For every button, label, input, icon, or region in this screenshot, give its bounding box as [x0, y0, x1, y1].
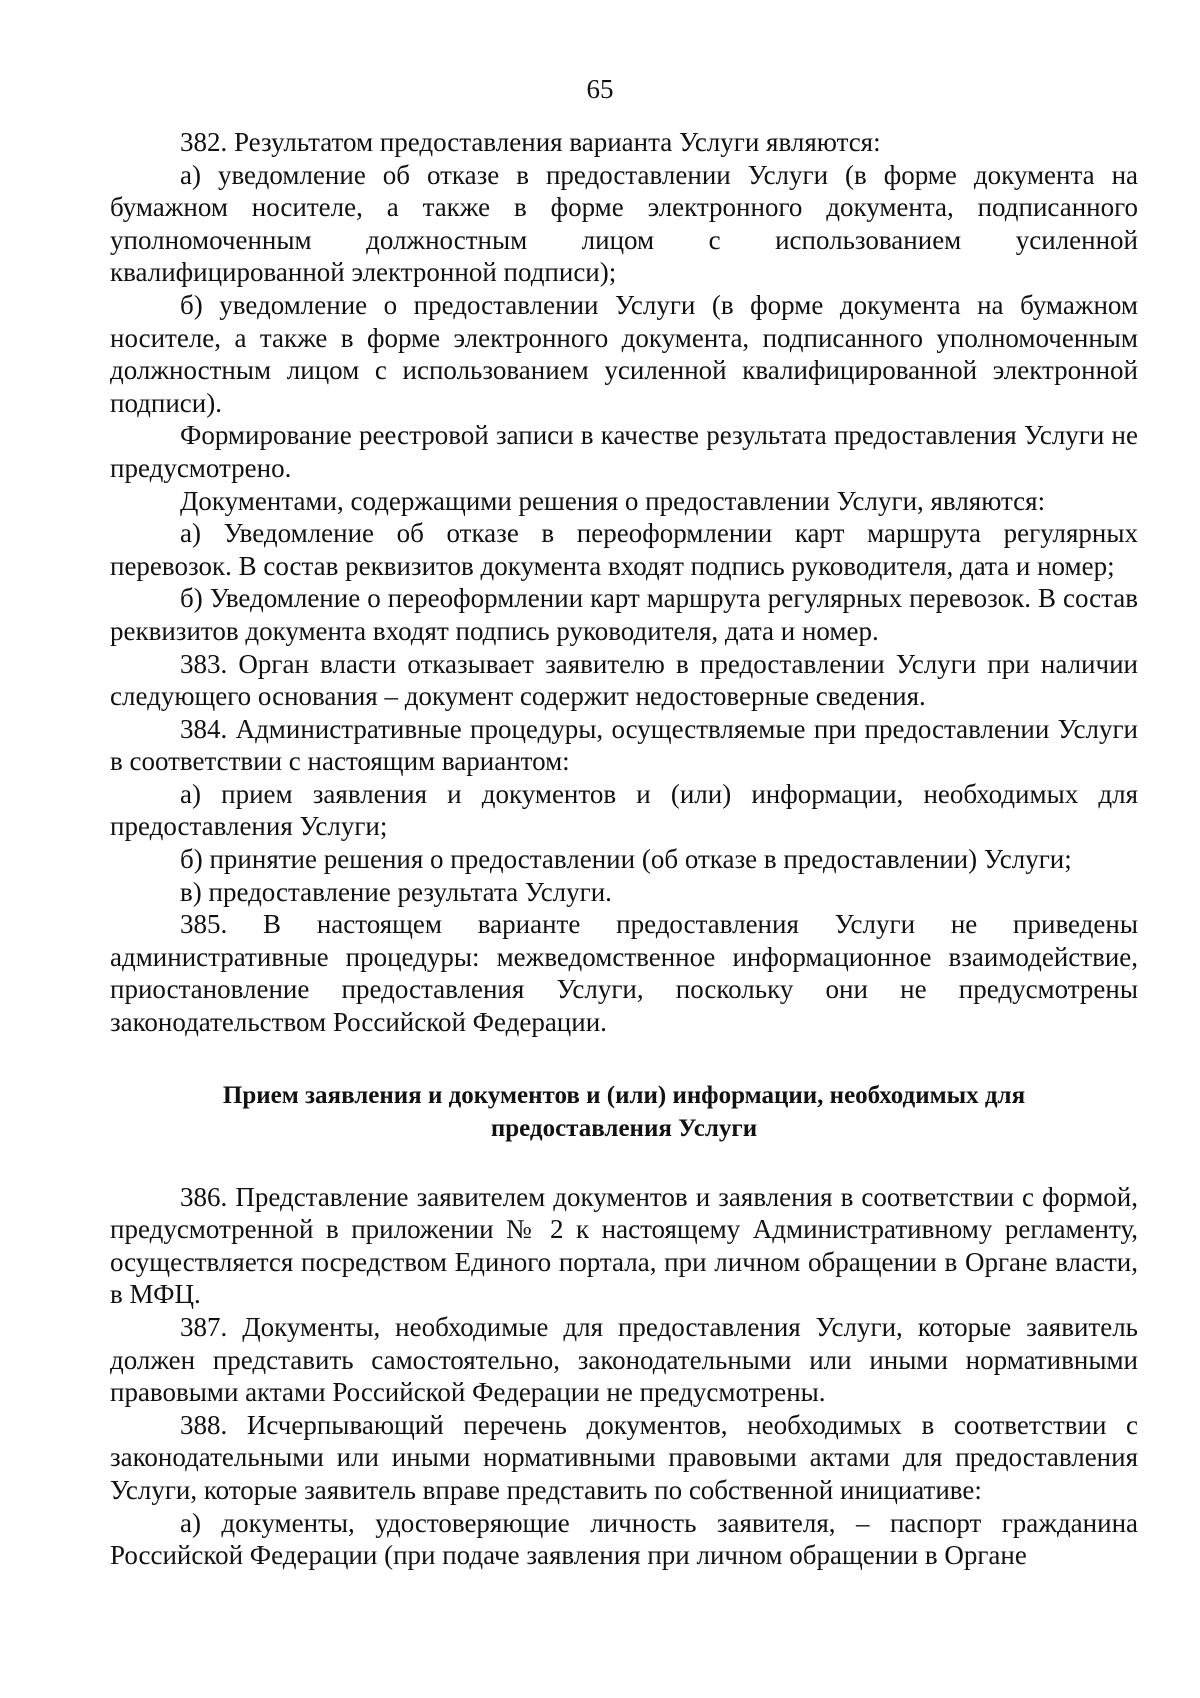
paragraph-382: 382. Результатом предоставления варианта Услуги являются:	[180, 127, 881, 157]
paragraph-decision-documents: Документами, содержащими решения о предоставлении Услуги, являются:	[180, 485, 1046, 516]
paragraph-384-b: б) принятие решения о предоставлении (об отказе в предоставлении) Услуги;	[180, 844, 1072, 875]
paragraph-384: 384. Административные процедуры, осуществляемые при предоставлении Услуги в соответствии с настоящим вариантом:	[110, 713, 1138, 777]
paragraph-387: 387. Документы, необходимые для предоставления Услуги, которые заявитель должен представить самостоятельно, законодательными или иными нормативными правовыми актами Российской Федерации не предусмотрены.	[110, 1312, 1138, 1408]
section-heading: Прием заявления и документов и (или) информации, необходимых для предоставления Услуги	[222, 1081, 1026, 1142]
paragraph-registry-record: Формирование реестровой записи в качестве результата предоставления Услуги не предусмотрено.	[110, 420, 1138, 483]
paragraph-386: 386. Представление заявителем документов и заявления в соответствии с формой, предусмотренной в приложении № 2 к настоящему Административному регламенту, осуществляется посредством Единого портала, при личном обращении в Органе власти, в МФЦ.	[110, 1181, 1138, 1310]
document-body	[110, 126, 1138, 1572]
paragraph-decision-a: а) Уведомление об отказе в переоформлении карт маршрута регулярных перевозок. В состав реквизитов документа входят подпись руководителя, дата и номер;	[110, 518, 1138, 581]
paragraph-decision-b: б) Уведомление о переоформлении карт маршрута регулярных перевозок. В состав реквизитов документа входят подпись руководителя, дата и номер.	[110, 583, 1138, 646]
paragraph-388: 388. Исчерпывающий перечень документов, необходимых в соответствии с законодательными или иными нормативными правовыми актами для предоставления Услуги, которые заявитель вправе представить по собственной инициативе:	[110, 1409, 1138, 1505]
paragraph-384-a: а) прием заявления и документов и (или) информации, необходимых для предоставления Услуги;	[110, 778, 1138, 842]
paragraph-385: 385. В настоящем варианте предоставления Услуги не приведены административные процедуры: межведомственное информационное взаимодействие, приостановление предоставления Услуги, поскольку они не предусмотрены законодательством Российской Федерации.	[110, 909, 1138, 1038]
paragraph-388-a: а) документы, удостоверяющие личность заявителя, – паспорт гражданина Российской Федерации (при подаче заявления при личном обращении в Органе	[110, 1507, 1138, 1571]
page-number: 65	[586, 74, 614, 104]
paragraph-384-c: в) предоставление результата Услуги.	[180, 876, 612, 907]
paragraph-382-a: а) уведомление об отказе в предоставлении Услуги (в форме документа на бумажном носителе, а также в форме электронного документа, подписанного уполномоченным должностным лицом с использованием усиленной квалифицированной электронной подписи);	[110, 159, 1138, 288]
paragraph-383: 383. Орган власти отказывает заявителю в предоставлении Услуги при наличии следующего основания – документ содержит недостоверные сведения.	[110, 648, 1138, 712]
paragraph-382-b: б) уведомление о предоставлении Услуги (в форме документа на бумажном носителе, а также в форме электронного документа, подписанного уполномоченным должностным лицом с использованием усиленной квалифицированной электронной подписи).	[110, 289, 1138, 418]
